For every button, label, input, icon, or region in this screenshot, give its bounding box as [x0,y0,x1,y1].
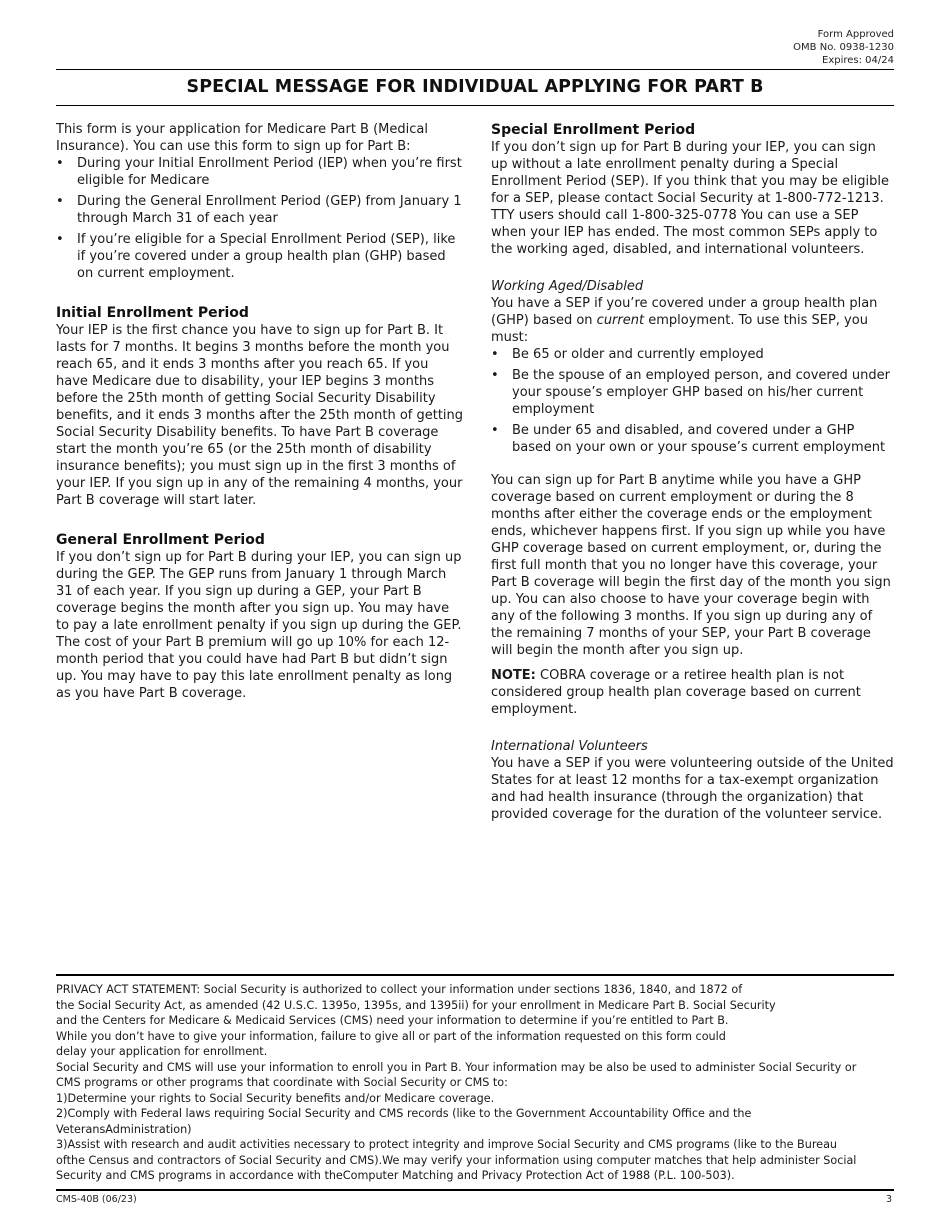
intro-paragraph: This form is your application for Medicare Part B (Medical Insurance). You can use this form to sign up for Part B: [56,122,428,154]
list-item: • If you’re eligible for a Special Enrollment Period (SEP), like if you’re covered under a group health plan (GHP) based on current employment. [56,231,464,282]
sep-heading: Special Enrollment Period [491,122,696,138]
expiration-date: Expires: 04/24 [822,55,894,66]
page-title: SPECIAL MESSAGE FOR INDIVIDUAL APPLYING FOR PART B [186,77,764,97]
privacy-rule [56,974,894,976]
working-aged-disabled-paragraph: You have a SEP if you’re covered under a group health plan (GHP) based on current employment. To use this SEP, you must: [491,296,878,345]
page-number: 3 [885,1194,892,1205]
left-column [56,121,464,702]
iep-heading: Initial Enrollment Period [56,305,249,321]
list-item: • During your Initial Enrollment Period (IEP) when you’re first eligible for Medicare [56,155,464,189]
privacy-line: PRIVACY ACT STATEMENT: Social Security is authorized to collect your information under sections 1836, 1840, and 1872 of [56,983,743,996]
note-label: NOTE: [491,668,536,683]
note-paragraph: NOTE: COBRA coverage or a retiree health plan is not considered group health plan coverage based on current employment. [491,668,861,717]
privacy-line: and the Centers for Medicare & Medicaid Services (CMS) need your information to determine if you’re entitled to Part B. [56,1014,729,1027]
privacy-act-statement [56,982,896,1184]
top-rule [56,69,894,70]
omb-block [793,28,894,67]
international-volunteers-paragraph: You have a SEP if you were volunteering outside of the United States for at least 12 months for a tax-exempt organization and had health insurance (through the organization) that provided coverage for the duration of the volunteer service. [491,756,894,822]
intro-bullet-list [56,155,464,282]
sep-requirements-list [491,346,895,456]
list-item: • Be under 65 and disabled, and covered under a GHP based on your own or your spouse’s current employment [491,422,895,456]
signup-paragraph: You can sign up for Part B anytime while you have a GHP coverage based on current employment or during the 8 months after either the coverage ends or the employment ends, whichever happens first. If you sign up while you have GHP coverage based on current employment, or, during the first full month that you no longer have this coverage, your Part B coverage will begin the first day of the month you sign up. You can also choose to have your coverage begin with any of the following 3 months. If you sign up during any of the remaining 7 months of your SEP, your Part B coverage will begin the month after you sign up. [491,473,891,658]
privacy-line: CMS programs or other programs that coordinate with Social Security or CMS to: [56,1076,508,1089]
title-rule [56,105,894,106]
privacy-line: 2)Comply with Federal laws requiring Social Security and CMS records (like to the Government Accountability Office and the [56,1107,752,1120]
emphasis-current: current [596,313,645,328]
privacy-line: 1)Determine your rights to Social Security benefits and/or Medicare coverage. [56,1091,495,1105]
privacy-line: Security and CMS programs in accordance with theComputer Matching and Privacy Protection Act of 1988 (P.L. 100-503). [56,1169,735,1182]
privacy-line: While you don’t have to give your information, failure to give all or part of the information requested on this form could [56,1029,726,1043]
privacy-line: delay your application for enrollment. [56,1045,268,1058]
gep-paragraph: If you don’t sign up for Part B during your IEP, you can sign up during the GEP. The GEP runs from January 1 through March 31 of each year. If you sign up during a GEP, your Part B coverage begins the month after you sign up. You may have to pay a late enrollment penalty if you sign up during the GEP. The cost of your Part B premium will go up 10% for each 12-month period that you could have had Part B but didn’t sign up. You may have to pay this late enrollment penalty as long as you have Part B coverage. [56,550,462,701]
working-aged-disabled-heading: Working Aged/Disabled [491,279,644,294]
form-id: CMS-40B (06/23) [56,1194,137,1205]
omb-number: OMB No. 0938-1230 [793,42,894,53]
list-item: • Be 65 or older and currently employed [491,346,895,363]
iep-paragraph: Your IEP is the first chance you have to sign up for Part B. It lasts for 7 months. It begins 3 months before the month you reach 65, and it ends 3 months after you reach 65. If you have Medicare due to disability, your IEP begins 3 months before the 25th month of getting Social Security Disability benefits, and it ends 3 months after the 25th month of getting Social Security Disability benefits. To have Part B coverage start the month you’re 65 (or the 25th month of disability insurance benefits); you must sign up in the first 3 months of your IEP. If you sign up in any of the remaining 4 months, your Part B coverage will start later. [56,323,464,508]
gep-heading: General Enrollment Period [56,532,265,548]
privacy-line: ofthe Census and contractors of Social Security and CMS).We may verify your information using computer matches that help administer Social [56,1153,857,1167]
international-volunteers-heading: International Volunteers [491,739,648,754]
privacy-line: 3)Assist with research and audit activities necessary to protect integrity and improve Social Security and CMS programs (like to the Bureau [56,1138,838,1151]
privacy-line: VeteransAdministration) [56,1122,192,1136]
list-item: • During the General Enrollment Period (GEP) from January 1 through March 31 of each year [56,193,464,227]
privacy-line: Social Security and CMS will use your information to enroll you in Part B. Your information may be also be used to administer Social Security or [56,1060,857,1074]
footer-rule [56,1189,894,1191]
sep-paragraph: If you don’t sign up for Part B during your IEP, you can sign up without a late enrollment penalty during a Special Enrollment Period (SEP). If you think that you may be eligible for a SEP, please contact Social Security at 1-800-772-1213. TTY users should call 1-800-325-0778 You can use a SEP when your IEP has ended. The most common SEPs apply to the working aged, disabled, and international volunteers. [491,140,889,257]
privacy-line: the Social Security Act, as amended (42 U.S.C. 1395o, 1395s, and 1395ii) for your enrollment in Medicare Part B. Social Security [56,998,776,1012]
list-item: • Be the spouse of an employed person, and covered under your spouse’s employer GHP based on his/her current employment [491,367,895,418]
right-column [491,121,895,823]
form-approved-text: Form Approved [817,29,894,40]
